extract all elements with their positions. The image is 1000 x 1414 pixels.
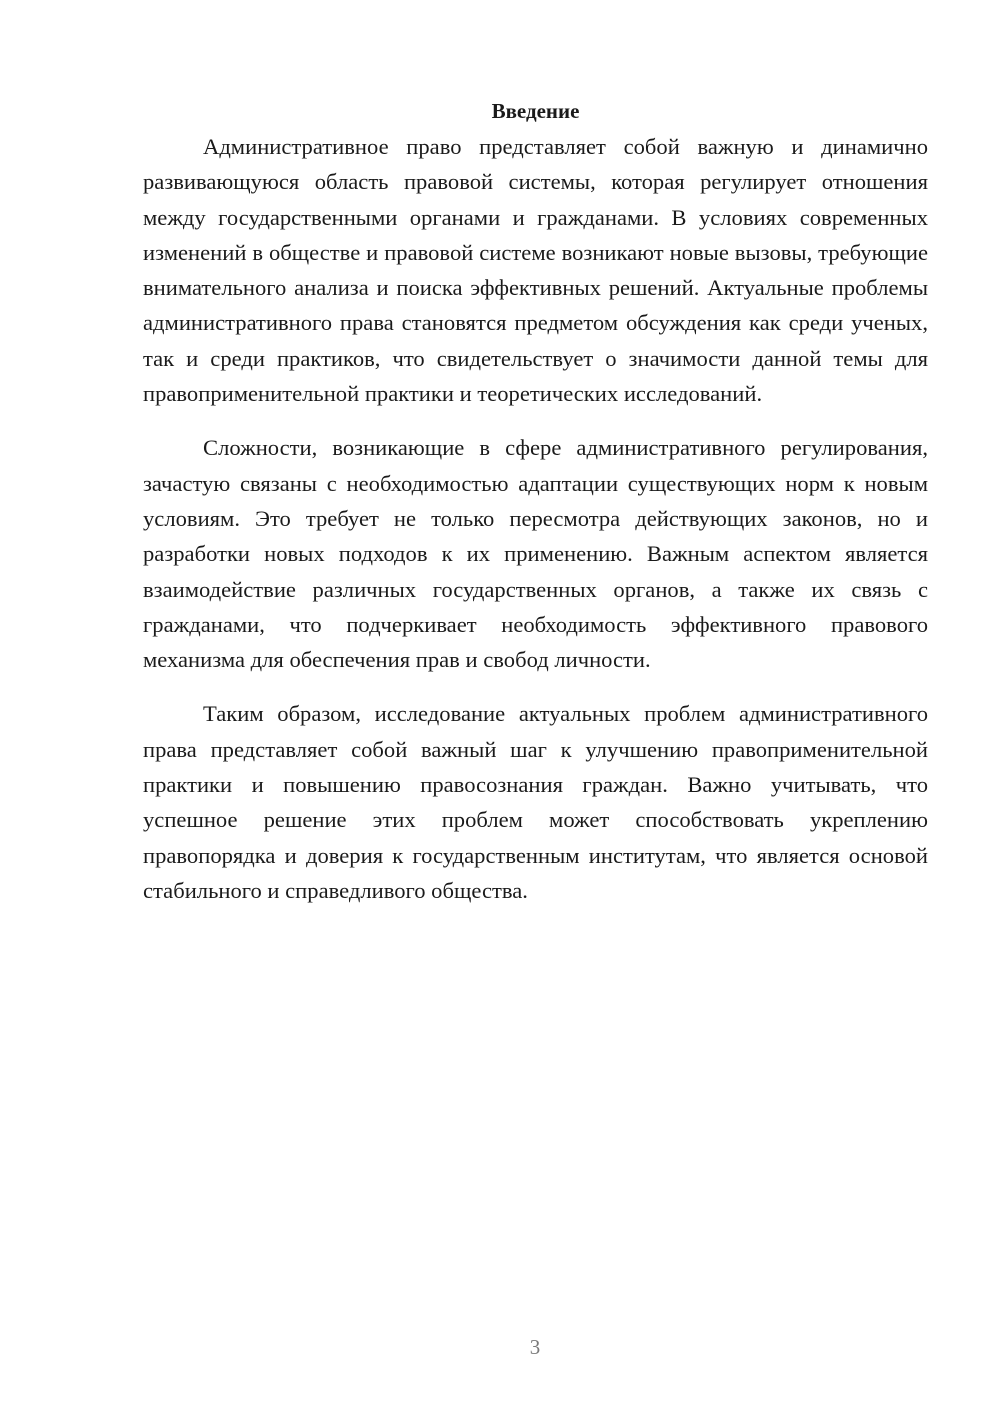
page-number: 3 xyxy=(529,1335,541,1359)
page-content xyxy=(143,96,928,927)
paragraph-1: Административное право представляет собой важную и динамично развивающуюся область правовой системы, которая регулирует отношения между государственными органами и гражданами. В условиях современных изменений в обществе и правовой системе возникают новые вызовы, требующие внимательного анализа и поиска эффективных решений. Актуальные проблемы административного права становятся предметом обсуждения как среди ученых, так и среди практиков, что свидетельствует о значимости данной темы для правоприменительной практики и теоретических исследований. xyxy=(143,134,928,407)
paragraph-2: Сложности, возникающие в сфере административного регулирования, зачастую связаны с необходимостью адаптации существующих норм к новым условиям. Это требует не только пересмотра действующих законов, но и разработки новых подходов к их применению. Важным аспектом является взаимодействие различных государственных органов, а также их связь с гражданами, что подчеркивает необходимость эффективного правового механизма для обеспечения прав и свобод личности. xyxy=(143,435,928,673)
paragraph-3: Таким образом, исследование актуальных проблем административного права представляет собой важный шаг к улучшению правоприменительной практики и повышению правосознания граждан. Важно учитывать, что успешное решение этих проблем может способствовать укреплению правопорядка и доверия к государственным институтам, что является основой стабильного и справедливого общества. xyxy=(143,701,928,903)
section-title: Введение xyxy=(491,99,580,123)
